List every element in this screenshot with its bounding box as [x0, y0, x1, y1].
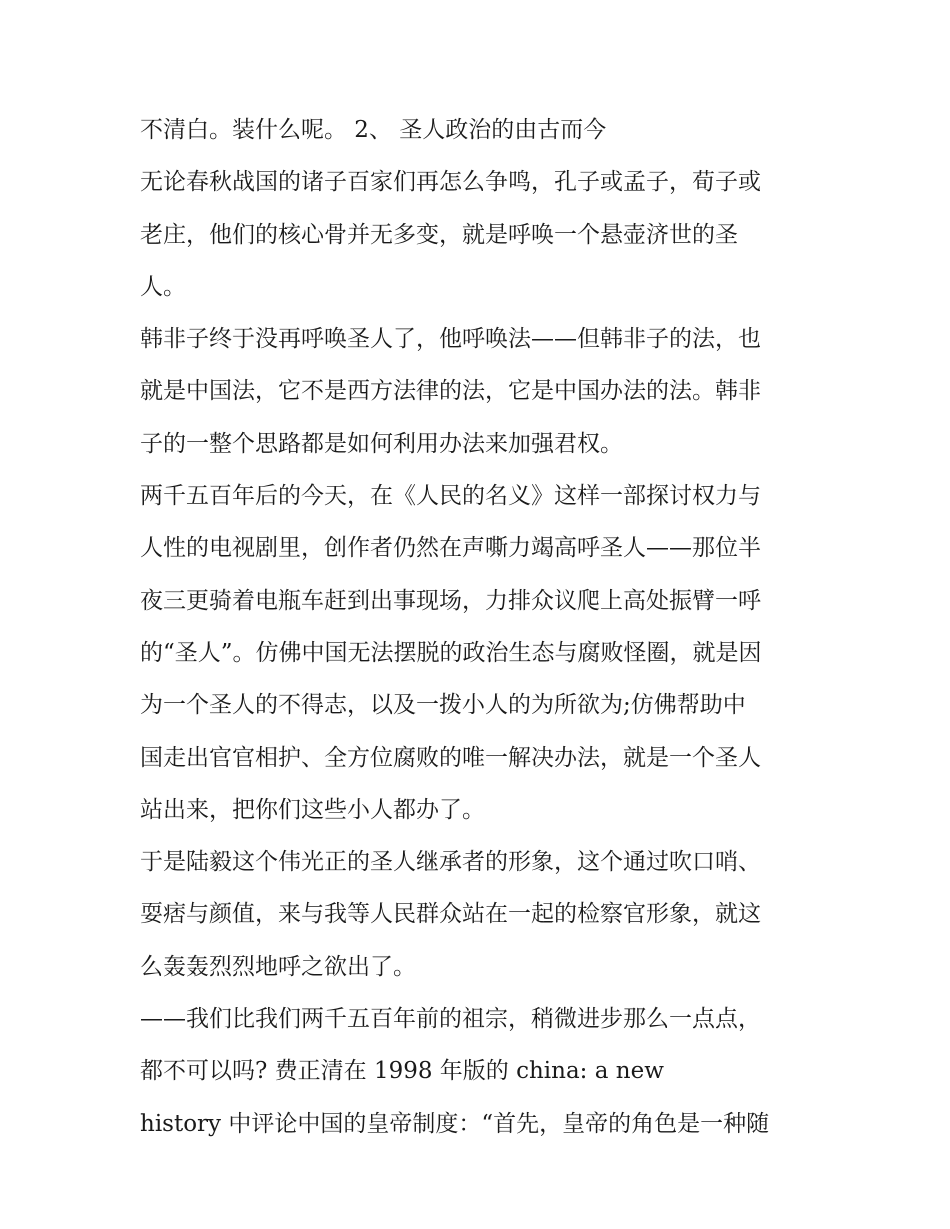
body-text — [140, 108, 820, 1154]
text-line: 子的一整个思路都是如何利用办法来加强君权。 — [140, 430, 623, 457]
text-line: 为一个圣人的不得志，以及一拨小人的为所欲为;仿佛帮助中 — [140, 692, 746, 719]
text-line: 不清白。装什么呢。 2、 圣人政治的由古而今 — [140, 117, 607, 143]
text-line: 夜三更骑着电瓶车赶到出事现场，力排众议爬上高处振臂一呼 — [140, 587, 761, 614]
text-line: 人。 — [140, 273, 186, 300]
text-line: 两千五百年后的今天，在《人民的名义》这样一部探讨权力与 — [140, 483, 761, 510]
text-line: history 中评论中国的皇帝制度：“首先，皇帝的角色是一种随 — [140, 1110, 770, 1137]
text-line: ——我们比我们两千五百年前的祖宗，稍微进步那么一点点， — [140, 1006, 761, 1033]
text-line: 老庄，他们的核心骨并无多变，就是呼唤一个悬壶济世的圣 — [140, 221, 738, 248]
text-line: 韩非子终于没再呼唤圣人了，他呼唤法——但韩非子的法，也 — [140, 326, 761, 353]
text-line: 无论春秋战国的诸子百家们再怎么争鸣，孔子或孟子，荀子或 — [140, 169, 761, 196]
text-line: 的“圣人”。仿佛中国无法摆脱的政治生态与腐败怪圈，就是因 — [140, 639, 762, 666]
text-line: 人性的电视剧里，创作者仍然在声嘶力竭高呼圣人——那位半 — [140, 535, 761, 562]
text-line: 都不可以吗? 费正清在 1998 年版的 china: a new — [140, 1058, 664, 1085]
text-line: 耍痞与颜值，来与我等人民群众站在一起的检察官形象，就这 — [140, 901, 761, 928]
text-line: 就是中国法，它不是西方法律的法，它是中国办法的法。韩非 — [140, 378, 761, 405]
text-line: 站出来，把你们这些小人都办了。 — [140, 796, 485, 823]
text-line: 国走出官官相护、全方位腐败的唯一解决办法，就是一个圣人 — [140, 744, 761, 771]
text-line: 么轰轰烈烈地呼之欲出了。 — [140, 953, 416, 980]
text-line: 于是陆毅这个伟光正的圣人继承者的形象，这个通过吹口哨、 — [140, 849, 761, 876]
